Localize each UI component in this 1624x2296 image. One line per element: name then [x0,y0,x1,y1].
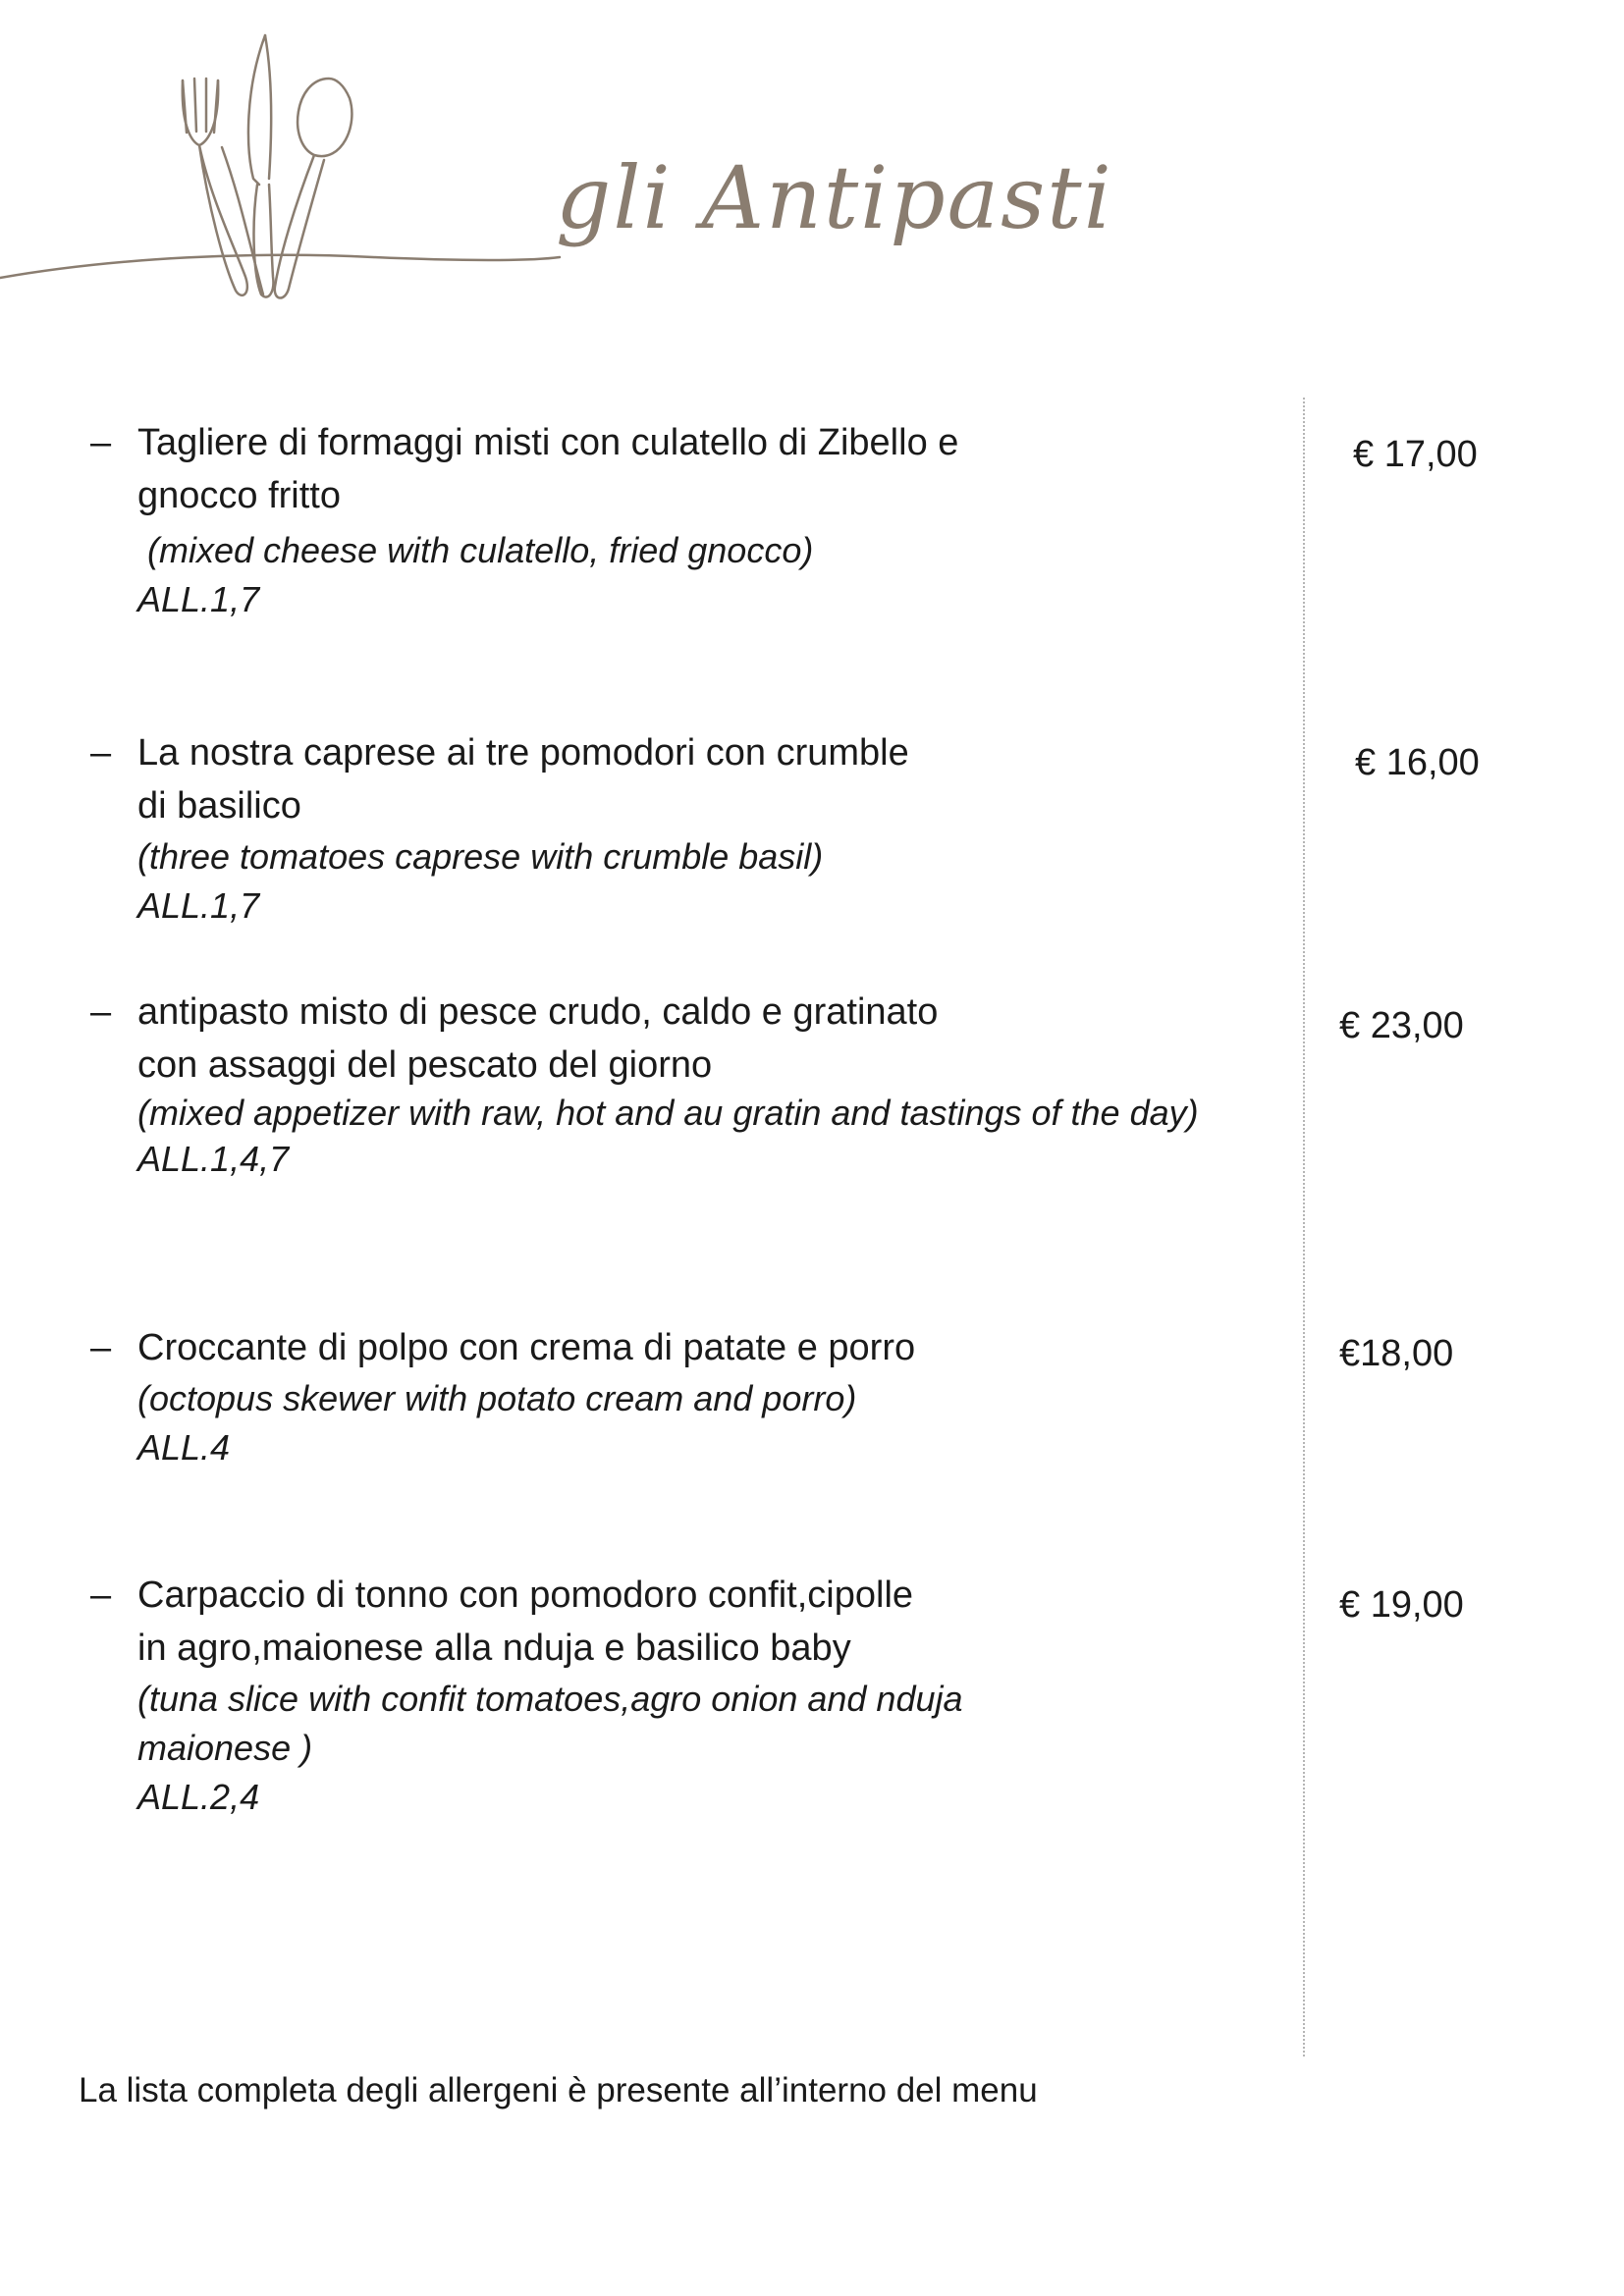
item-name-line: Croccante di polpo con crema di patate e porro [137,1327,916,1368]
item-english: (tuna slice with confit tomatoes,agro onion and nduja maionese ) [137,1679,963,1768]
item-name-line: gnocco fritto [137,475,341,516]
list-dash: – [90,991,112,1033]
menu-header [0,0,1624,324]
item-allergens: ALL.2,4 [137,1777,260,1817]
item-english: (mixed cheese with culatello, fried gnocco) [137,530,814,570]
item-name-line: Carpaccio di tonno con pomodoro confit,cipolle [137,1575,914,1616]
price-column-divider [1303,398,1305,2056]
list-dash: – [90,1327,112,1368]
item-english: (three tomatoes caprese with crumble basil) [137,836,824,877]
item-name-line: Tagliere di formaggi misti con culatello di Zibello e [137,422,959,463]
item-allergens: ALL.1,4,7 [137,1139,290,1179]
page-title: gli Antipasti [556,147,1113,248]
item-price: € 17,00 [1353,434,1478,475]
item-price: € 19,00 [1339,1584,1464,1626]
item-price: € 16,00 [1355,742,1480,783]
item-allergens: ALL.4 [137,1427,231,1468]
allergen-note: La lista completa degli allergeni è presente all’interno del menu [79,2071,1038,2109]
item-name-line: in agro,maionese alla nduja e basilico baby [137,1628,851,1669]
list-dash: – [90,1575,112,1616]
list-dash: – [90,422,112,463]
item-english: (mixed appetizer with raw, hot and au gratin and tastings of the day) [137,1093,1199,1133]
item-allergens: ALL.1,7 [137,885,260,926]
item-allergens: ALL.1,7 [137,579,260,619]
item-price: € 23,00 [1339,1005,1464,1046]
list-dash: – [90,732,112,774]
item-name-line: di basilico [137,785,301,827]
item-name-line: La nostra caprese ai tre pomodori con crumble [137,732,909,774]
item-english: (octopus skewer with potato cream and porro) [137,1378,857,1418]
item-name-line: antipasto misto di pesce crudo, caldo e gratinato [137,991,939,1033]
item-price: €18,00 [1339,1333,1454,1374]
item-name-line: con assaggi del pescato del giorno [137,1044,713,1086]
